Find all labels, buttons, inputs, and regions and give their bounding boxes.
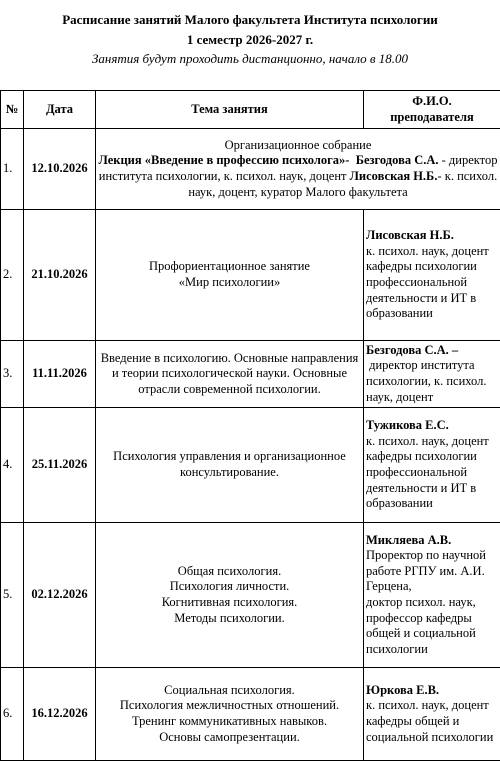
row-number: 1. (1, 129, 24, 210)
lesson-date: 12.10.2026 (24, 129, 96, 210)
lesson-topic: Социальная психология. Психология межличностных отношений. Тренинг коммуникативных навыков. Основы самопрезентации. (96, 668, 364, 761)
teacher-cell (364, 210, 500, 341)
schedule-title: Расписание занятий Малого факультета Института психологии (0, 11, 500, 28)
teacher-cell (364, 341, 500, 408)
speaker-name: Безгодова С.А. (356, 153, 439, 167)
row-number: 5. (1, 523, 24, 668)
teacher-name: Микляева А.В. (366, 533, 498, 549)
teacher-info: директор института психологии, к. психол. наук, доцент (366, 358, 490, 403)
lesson-topic: Общая психология. Психология личности. Когнитивная психология. Методы психологии. (96, 523, 364, 668)
teacher-info: к. психол. наук, доцент кафедры общей и социальной психологии (366, 698, 493, 743)
semester-label: 1 семестр 2026-2027 г. (0, 31, 500, 48)
teacher-name: Тужикова Е.С. (366, 418, 498, 434)
lesson-date: 11.11.2026 (24, 341, 96, 408)
document-header (0, 8, 500, 67)
speaker-info: - директор института психологии, к. психол. наук, доцент (99, 153, 498, 183)
teacher-info: к. психол. наук, доцент кафедры психологии профессиональной деятельности и ИТ в образовании (366, 434, 489, 510)
teacher-name: Лисовская Н.Б. (366, 228, 498, 244)
lesson-date: 16.12.2026 (24, 668, 96, 761)
session-title: Организационное собрание (98, 138, 498, 154)
column-header-teacher: Ф.И.О. преподавателя (364, 91, 500, 129)
row-number: 6. (1, 668, 24, 761)
table-row (1, 210, 500, 341)
lesson-date: 25.11.2026 (24, 408, 96, 523)
lesson-date: 21.10.2026 (24, 210, 96, 341)
lesson-topic: Психология управления и организационное консультирование. (96, 408, 364, 523)
table-row (1, 668, 500, 761)
lesson-date: 02.12.2026 (24, 523, 96, 668)
teacher-cell (364, 523, 500, 668)
table-row (1, 523, 500, 668)
table-row (1, 341, 500, 408)
lecture-title: Лекция «Введение в профессию психолога»- (99, 153, 350, 167)
speaker-name: Лисовская Н.Б. (350, 169, 438, 183)
teacher-info: к. психол. наук, доцент кафедры психологии профессиональной деятельности и ИТ в образовании (366, 244, 489, 320)
table-header-row (1, 91, 500, 129)
row-number: 2. (1, 210, 24, 341)
lesson-topic: Профориентационное занятие «Мир психологии» (96, 210, 364, 341)
row-number: 3. (1, 341, 24, 408)
table-row (1, 129, 500, 210)
table-row (1, 408, 500, 523)
schedule-note: Занятия будут проходить дистанционно, начало в 18.00 (0, 50, 500, 67)
schedule-table (0, 90, 500, 761)
teacher-cell (364, 408, 500, 523)
teacher-info: Проректор по научной работе РГПУ им. А.И. Герцена, доктор психол. наук, профессор кафедры общей и социальной психологии (366, 548, 486, 656)
column-header-number: № (1, 91, 24, 129)
teacher-cell (364, 668, 500, 761)
teacher-name: Юркова Е.В. (366, 683, 498, 699)
lesson-topic: Введение в психологию. Основные направления и теории психологической науки. Основные отрасли современной психологии. (96, 341, 364, 408)
column-header-date: Дата (24, 91, 96, 129)
speaker-info: - к. психол. наук, доцент, куратор Малого факультета (188, 169, 497, 199)
column-header-topic: Тема занятия (96, 91, 364, 129)
merged-session-cell (96, 129, 500, 210)
teacher-name: Безгодова С.А. – (366, 343, 498, 359)
row-number: 4. (1, 408, 24, 523)
